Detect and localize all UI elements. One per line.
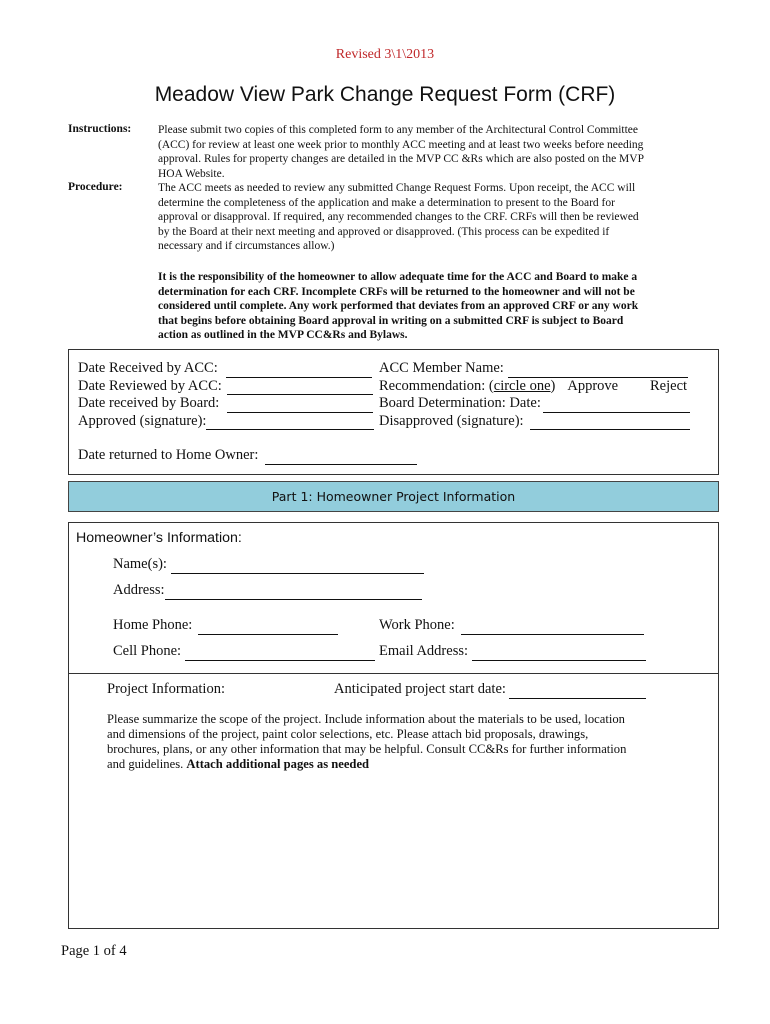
procedure-label: Procedure:: [68, 181, 123, 193]
names-field[interactable]: [171, 558, 424, 574]
attach-pages-note: Attach additional pages as needed: [186, 757, 370, 771]
page-title: Meadow View Park Change Request Form (CRF): [154, 83, 616, 106]
admin-left-column: [78, 360, 374, 430]
instructions-line: HOA Website.: [158, 167, 225, 180]
recommendation-close: ): [550, 377, 556, 394]
recommendation-label: Recommendation: (: [379, 377, 494, 394]
date-received-label: Date Received by ACC:: [78, 360, 218, 376]
work-phone-row: [379, 617, 644, 635]
acc-member-name-field[interactable]: [508, 362, 688, 378]
names-row: [113, 556, 424, 574]
cell-phone-row: [113, 643, 375, 661]
home-phone-field[interactable]: [198, 619, 338, 635]
notice-line: It is the responsibility of the homeowner to allow adequate time for the ACC and Board to make a: [158, 271, 638, 283]
work-phone-label: Work Phone:: [379, 617, 455, 633]
email-field[interactable]: [472, 645, 646, 661]
names-label: Name(s):: [113, 556, 167, 572]
disapproved-signature-field[interactable]: [530, 414, 690, 430]
summary-line: and guidelines.: [107, 757, 184, 771]
date-returned-label: Date returned to Home Owner:: [78, 447, 259, 463]
instructions-line: approval. Rules for property changes are detailed in the MVP CC &Rs which are also posted on the MVP: [158, 153, 644, 166]
page-number: Page 1 of 4: [61, 943, 127, 959]
summary-line: brochures, plans, or any other information that may be helpful. Consult CC&Rs for further information: [107, 742, 627, 756]
procedure-line: The ACC meets as needed to review any submitted Change Request Forms. Upon receipt, the ACC will: [158, 182, 636, 194]
disapproved-signature-label: Disapproved (signature):: [379, 412, 524, 429]
responsibility-notice: [158, 270, 718, 343]
board-determination-field[interactable]: [543, 397, 690, 413]
cell-phone-field[interactable]: [185, 645, 375, 661]
notice-line: action as outlined in the MVP CC&Rs and Bylaws.: [158, 329, 408, 342]
address-label: Address:: [113, 582, 165, 598]
instructions-line: (ACC) for review at least one week prior to monthly ACC meeting and at least two weeks before needing: [158, 138, 644, 151]
instructions-text: [158, 123, 718, 181]
approved-signature-field[interactable]: [206, 414, 374, 430]
revised-date: Revised 3\1\2013: [335, 47, 435, 62]
date-received-board-label: Date received by Board:: [78, 395, 220, 411]
date-reviewed-label: Date Reviewed by ACC:: [78, 377, 222, 394]
summary-line: and dimensions of the project, paint color selections, etc. Please attach bid proposals, drawings,: [107, 727, 589, 741]
homeowner-heading: Homeowner’s Information:: [76, 530, 242, 546]
procedure-line: by the Board at their next meeting and approved or disapproved. (This process can be expedited if: [158, 225, 610, 238]
acc-member-name-label: ACC Member Name:: [379, 360, 504, 376]
summary-line: Please summarize the scope of the project. Include information about the materials to be used, location: [107, 712, 625, 726]
notice-line: that begins before obtaining Board approval in writing on a submitted CRF is subject to Board: [158, 314, 624, 327]
board-determination-label: Board Determination: Date:: [379, 395, 541, 411]
notice-line: considered until complete. Any work performed that deviates from an approved CRF or any work: [158, 300, 639, 313]
start-date-label: Anticipated project start date:: [334, 681, 506, 697]
start-date-row: [334, 681, 646, 699]
part1-banner: Part 1: Homeowner Project Information: [68, 481, 719, 512]
address-field[interactable]: [165, 584, 422, 600]
date-received-field[interactable]: [226, 362, 372, 378]
approve-option[interactable]: Approve: [567, 377, 619, 394]
home-phone-row: [113, 617, 338, 635]
circle-one-note: circle one: [493, 377, 551, 394]
notice-line: determination for each CRF. Incomplete CRFs will be returned to the homeowner and will not be: [158, 285, 635, 298]
start-date-field[interactable]: [509, 683, 646, 699]
home-phone-label: Home Phone:: [113, 617, 193, 633]
procedure-line: approval or disapproval. If required, any recommended changes to the CRF. CRFs will then be reviewed: [158, 211, 639, 224]
admin-right-column: [379, 360, 699, 430]
approved-signature-label: Approved (signature):: [78, 412, 207, 429]
procedure-line: necessary and if circumstances allow.): [158, 240, 335, 253]
date-returned-field[interactable]: [265, 449, 417, 465]
project-summary-instructions: [107, 712, 707, 772]
email-label: Email Address:: [379, 643, 469, 659]
address-row: [113, 582, 422, 600]
instructions-label: Instructions:: [68, 123, 132, 135]
reject-option[interactable]: Reject: [650, 377, 688, 394]
procedure-line: determine the completeness of the application and make a determination to present to the Board for: [158, 196, 615, 209]
project-description-area[interactable]: [107, 775, 707, 920]
email-row: [379, 643, 646, 661]
procedure-text: [158, 181, 718, 254]
date-received-board-field[interactable]: [227, 397, 373, 413]
work-phone-field[interactable]: [461, 619, 644, 635]
project-info-label: Project Information:: [107, 681, 225, 697]
instructions-line: Please submit two copies of this completed form to any member of the Architectural Control Committee: [158, 124, 639, 136]
date-returned-row: [78, 447, 417, 465]
cell-phone-label: Cell Phone:: [113, 643, 182, 659]
date-reviewed-field[interactable]: [227, 379, 373, 395]
